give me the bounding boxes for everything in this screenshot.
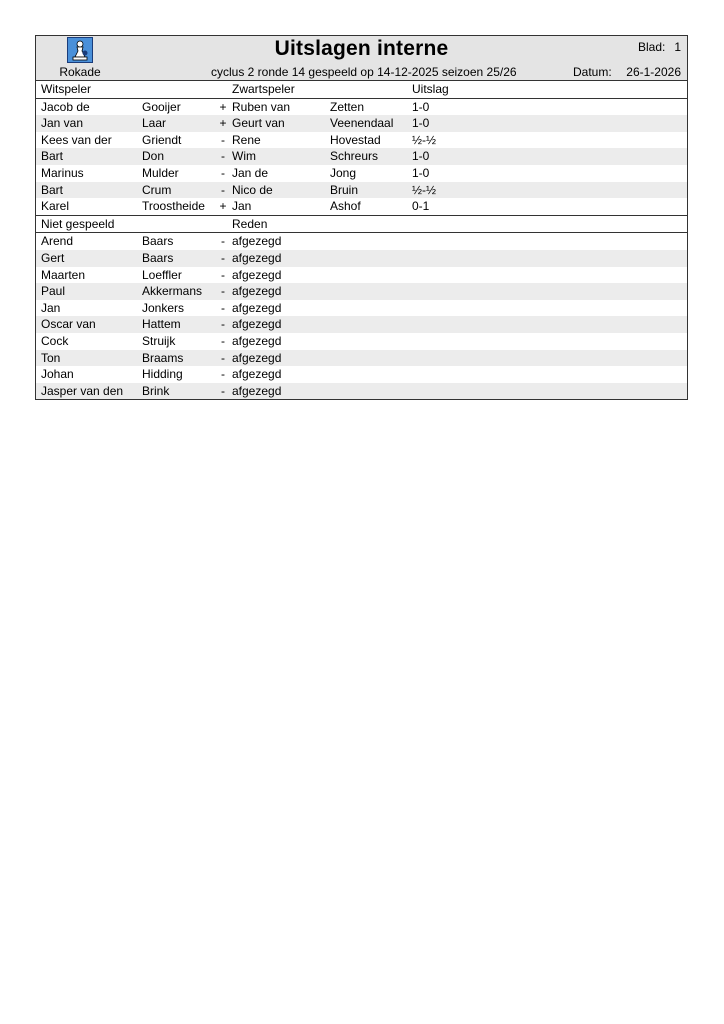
- absent-last-name: Loeffler: [142, 267, 182, 282]
- date-value: 26-1-2026: [626, 65, 681, 79]
- absent-row: [36, 283, 687, 300]
- color-marker: +: [219, 116, 227, 131]
- absent-first-name: Ton: [41, 350, 61, 365]
- result-row: [36, 148, 687, 165]
- absent-marker: -: [221, 300, 225, 315]
- white-first-name: Jan van: [41, 116, 84, 131]
- absent-row: [36, 233, 687, 250]
- round-info: cyclus 2 ronde 14 gespeeld op 14-12-2025 seizoen 25/26: [211, 65, 517, 79]
- absent-row: [36, 300, 687, 317]
- absent-last-name: Braams: [142, 350, 184, 365]
- absent-row: [36, 350, 687, 367]
- black-first-name: Wim: [232, 149, 256, 164]
- absent-first-name: Johan: [41, 367, 74, 382]
- absent-marker: -: [221, 367, 225, 382]
- white-first-name: Kees van der: [41, 132, 112, 147]
- sheet-header: [36, 36, 687, 81]
- black-last-name: Veenendaal: [330, 116, 394, 131]
- black-first-name: Geurt van: [232, 116, 285, 131]
- color-marker: +: [219, 99, 227, 114]
- absent-reason: afgezegd: [232, 250, 282, 265]
- not-played-header-row: [36, 215, 687, 234]
- white-last-name: Gooijer: [142, 99, 181, 114]
- absent-first-name: Maarten: [41, 267, 86, 282]
- result-row: [36, 198, 687, 215]
- col-result-header: Uitslag: [412, 82, 449, 96]
- absent-row: [36, 366, 687, 383]
- white-last-name: Crum: [142, 182, 172, 197]
- absent-reason: afgezegd: [232, 300, 282, 315]
- date-label: Datum:: [573, 65, 612, 79]
- absent-reason: afgezegd: [232, 333, 282, 348]
- page-title: Uitslagen interne: [274, 37, 449, 60]
- black-first-name: Nico de: [232, 182, 273, 197]
- absent-first-name: Cock: [41, 333, 69, 348]
- white-last-name: Don: [142, 149, 165, 164]
- color-marker: -: [221, 182, 225, 197]
- absent-reason: afgezegd: [232, 350, 282, 365]
- absent-marker: -: [221, 317, 225, 332]
- result-row: [36, 132, 687, 149]
- col-white-header: Witspeler: [41, 82, 92, 96]
- absent-first-name: Jan: [41, 300, 61, 315]
- color-marker: -: [221, 149, 225, 164]
- black-first-name: Jan: [232, 199, 252, 214]
- white-last-name: Troostheide: [142, 199, 205, 214]
- absent-reason: afgezegd: [232, 234, 282, 249]
- absent-last-name: Baars: [142, 234, 174, 249]
- absent-reason: afgezegd: [232, 317, 282, 332]
- absent-last-name: Brink: [142, 383, 170, 398]
- white-first-name: Karel: [41, 199, 70, 214]
- absent-marker: -: [221, 333, 225, 348]
- game-result: ½-½: [412, 182, 437, 197]
- game-result: 1-0: [412, 165, 430, 180]
- absent-row: [36, 250, 687, 267]
- absent-last-name: Hattem: [142, 317, 181, 332]
- absent-last-name: Struijk: [142, 333, 176, 348]
- white-first-name: Bart: [41, 182, 64, 197]
- result-row: [36, 115, 687, 132]
- white-first-name: Jacob de: [41, 99, 90, 114]
- absent-marker: -: [221, 250, 225, 265]
- absent-row: [36, 316, 687, 333]
- game-result: 1-0: [412, 149, 430, 164]
- result-row: [36, 165, 687, 182]
- results-header-row: [36, 81, 687, 99]
- result-row: [36, 182, 687, 199]
- black-last-name: Schreurs: [330, 149, 379, 164]
- absent-last-name: Akkermans: [142, 284, 203, 299]
- absent-marker: -: [221, 284, 225, 299]
- black-first-name: Jan de: [232, 165, 269, 180]
- black-last-name: Ashof: [330, 199, 361, 214]
- absent-marker: -: [221, 267, 225, 282]
- black-last-name: Hovestad: [330, 132, 381, 147]
- color-marker: -: [221, 132, 225, 147]
- absent-marker: -: [221, 234, 225, 249]
- absent-marker: -: [221, 383, 225, 398]
- black-last-name: Bruin: [330, 182, 359, 197]
- absent-first-name: Arend: [41, 234, 74, 249]
- absent-reason: afgezegd: [232, 383, 282, 398]
- white-last-name: Griendt: [142, 132, 182, 147]
- results-sheet: [35, 35, 688, 400]
- black-last-name: Zetten: [330, 99, 365, 114]
- absent-first-name: Oscar van: [41, 317, 96, 332]
- absent-marker: -: [221, 350, 225, 365]
- club-name: Rokade: [59, 65, 101, 79]
- white-last-name: Laar: [142, 116, 167, 131]
- absent-first-name: Paul: [41, 284, 66, 299]
- game-result: 1-0: [412, 116, 430, 131]
- game-result: 1-0: [412, 99, 430, 114]
- white-last-name: Mulder: [142, 165, 179, 180]
- page-number: 1: [674, 40, 681, 54]
- absent-last-name: Jonkers: [142, 300, 185, 315]
- white-first-name: Bart: [41, 149, 64, 164]
- absent-row: [36, 333, 687, 350]
- game-result: 0-1: [412, 199, 430, 214]
- absent-last-name: Baars: [142, 250, 174, 265]
- col-black-header: Zwartspeler: [232, 82, 295, 96]
- col-reason-header: Reden: [232, 216, 268, 231]
- color-marker: -: [221, 165, 225, 180]
- black-first-name: Rene: [232, 132, 261, 147]
- absent-row: [36, 383, 687, 400]
- black-last-name: Jong: [330, 165, 357, 180]
- absent-reason: afgezegd: [232, 267, 282, 282]
- absent-reason: afgezegd: [232, 284, 282, 299]
- absent-row: [36, 267, 687, 284]
- absent-first-name: Gert: [41, 250, 65, 265]
- absent-reason: afgezegd: [232, 367, 282, 382]
- black-first-name: Ruben van: [232, 99, 291, 114]
- result-row: [36, 99, 687, 116]
- page-label: Blad:: [638, 40, 666, 54]
- game-result: ½-½: [412, 132, 437, 147]
- absent-first-name: Jasper van den: [41, 383, 124, 398]
- color-marker: +: [219, 199, 227, 214]
- absent-last-name: Hidding: [142, 367, 183, 382]
- col-not-played-header: Niet gespeeld: [41, 216, 115, 231]
- white-first-name: Marinus: [41, 165, 84, 180]
